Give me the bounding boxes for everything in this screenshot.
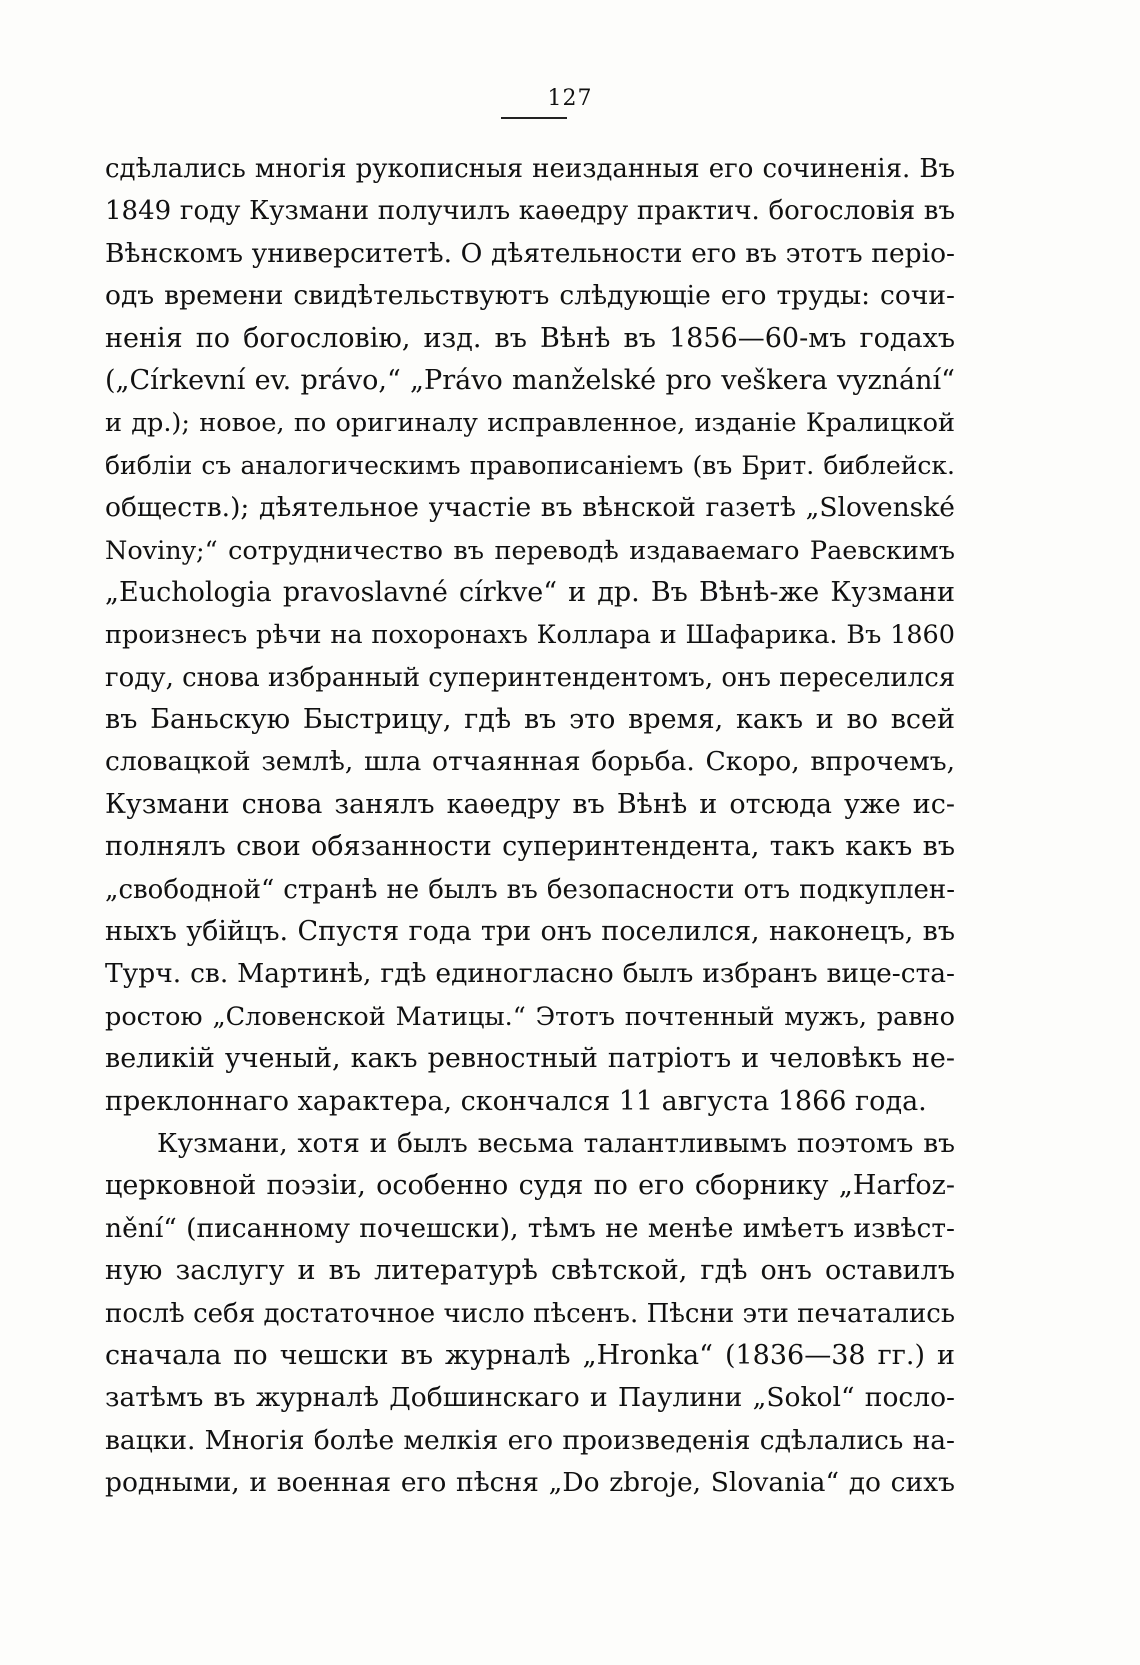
- paragraph-1: [105, 148, 955, 1123]
- body-text: [105, 148, 955, 1505]
- text-line: Кузмани, хотя и былъ весьма талантливымъ поэтомъ въ: [157, 1127, 955, 1159]
- text-line: „свободной“ странѣ не былъ въ безопасности отъ подкуплен-: [105, 874, 955, 905]
- text-line: словацкой землѣ, шла отчаянная борьба. Скоро, впрочемъ,: [105, 746, 955, 778]
- text-line: въ Баньскую Быстрицу, гдѣ въ это время, какъ и во всей: [105, 704, 955, 736]
- text-line: Кузмани снова занялъ каѳедру въ Вѣнѣ и отсюда уже ис-: [105, 788, 955, 820]
- text-line: ную заслугу и въ литературѣ свѣтской, гдѣ онъ оставилъ: [105, 1255, 955, 1287]
- text-line: ныхъ убійцъ. Спустя года три онъ поселился, наконецъ, въ: [105, 916, 955, 948]
- text-line: послѣ себя достаточное число пѣсенъ. Пѣсни эти печатались: [105, 1298, 955, 1329]
- text-line: 1849 году Кузмани получилъ каѳедру практич. богословія въ: [105, 196, 955, 227]
- text-line: („Církevní ev. právo,“ „Právo manželské pro veškera vyznání“: [105, 364, 955, 396]
- paragraph-2: [105, 1123, 955, 1505]
- text-line: обществ.); дѣятельное участіе въ вѣнской газетѣ „Slovenské: [105, 492, 955, 524]
- text-line: сначала по чешски въ журналѣ „Hronka“ (1836—38 гг.) и: [105, 1339, 955, 1371]
- text-line: nění“ (писанному почешски), тѣмъ не менѣе имѣетъ извѣст-: [105, 1212, 955, 1244]
- text-line: произнесъ рѣчи на похоронахъ Коллара и Шафарика. Въ 1860: [105, 620, 955, 651]
- text-line: вацки. Многія болѣе мелкія его произведенія сдѣлались на-: [105, 1424, 955, 1456]
- text-line: сдѣлались многія рукописныя неизданныя его сочиненія. Въ: [105, 154, 955, 184]
- text-line: великій ученый, какъ ревностный патріотъ и человѣкъ не-: [105, 1043, 955, 1075]
- text-line: полнялъ свои обязанности суперинтендента, такъ какъ въ: [105, 831, 955, 863]
- text-line: Вѣнскомъ университетѣ. О дѣятельности его въ этотъ періо-: [105, 237, 955, 269]
- text-line: преклоннаго характера, скончался 11 августа 1866 года.: [105, 1085, 927, 1117]
- text-line: ростою „Словенской Матицы.“ Этотъ почтенный мужъ, равно: [105, 1001, 955, 1032]
- text-line: родными, и военная его пѣсня „Do zbroje, Slovania“ до сихъ: [105, 1467, 955, 1499]
- text-line: Турч. св. Мартинѣ, гдѣ единогласно былъ избранъ вице-ста-: [105, 958, 955, 990]
- text-line: церковной поэзіи, особенно судя по его сборнику „Harfoz-: [105, 1170, 955, 1202]
- page-number: 127: [547, 86, 593, 111]
- text-line: и др.); новое, по оригиналу исправленное, изданіе Кралицкой: [105, 408, 955, 439]
- text-line: ненія по богословію, изд. въ Вѣнѣ въ 1856—60-мъ годахъ: [105, 322, 955, 354]
- text-line: затѣмъ въ журналѣ Добшинскаго и Паулини „Sokol“ посло-: [105, 1382, 955, 1414]
- text-line: одъ времени свидѣтельствуютъ слѣдующіе его труды: сочи-: [105, 280, 955, 312]
- text-line: библіи съ аналогическимъ правописаніемъ (въ Брит. библейск.: [105, 450, 955, 480]
- page-number-rule: [501, 117, 567, 119]
- text-line: Noviny;“ сотрудничество въ переводѣ издаваемаго Раевскимъ: [105, 535, 955, 566]
- text-line: „Euchologia pravoslavné církve“ и др. Въ Вѣнѣ-же Кузмани: [105, 576, 955, 608]
- text-line: году, снова избранный суперинтендентомъ, онъ переселился: [105, 662, 955, 693]
